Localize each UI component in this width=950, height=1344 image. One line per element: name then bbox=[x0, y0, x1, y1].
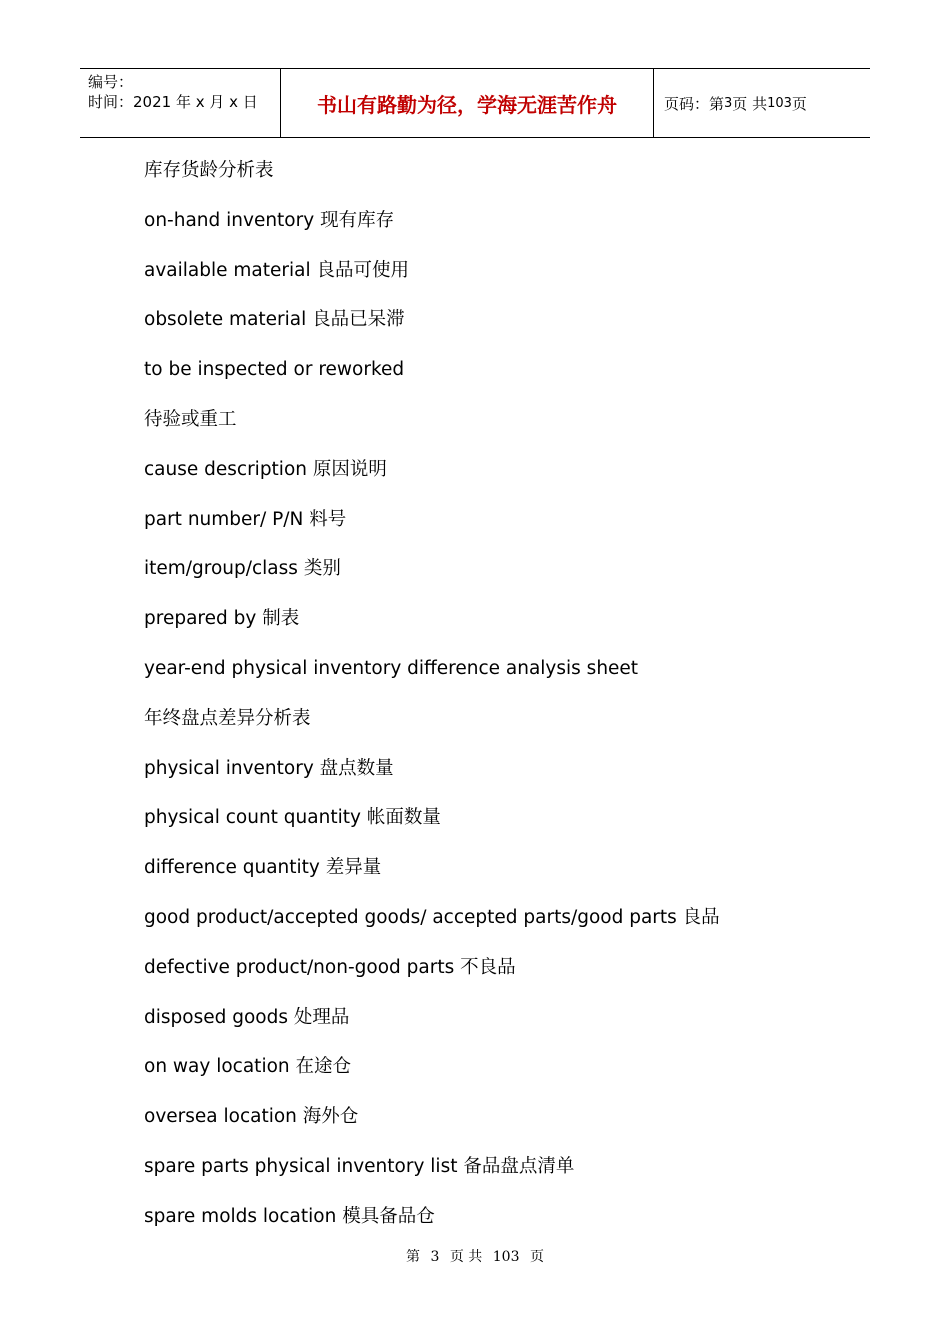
glossary-entry bbox=[144, 255, 864, 305]
header-meta bbox=[80, 69, 281, 137]
glossary-entry bbox=[144, 553, 864, 603]
glossary-entry bbox=[144, 1151, 864, 1201]
footer-prefix: 第 bbox=[406, 1249, 421, 1265]
entry-chinese: 库存货龄分析表 bbox=[144, 160, 274, 181]
entry-chinese: 良品可使用 bbox=[316, 259, 409, 281]
entry-chinese: 模具备品仓 bbox=[342, 1205, 435, 1227]
entry-english: on way location bbox=[144, 1056, 296, 1078]
entry-english: difference quantity bbox=[144, 857, 326, 879]
header-page-current: 3 bbox=[724, 95, 733, 111]
entry-chinese: 年终盘点差异分析表 bbox=[144, 707, 311, 729]
page-footer bbox=[0, 1246, 950, 1266]
entry-english: spare molds location bbox=[144, 1205, 343, 1227]
entry-english: part number/ P/N bbox=[144, 508, 310, 530]
entry-chinese: 现有库存 bbox=[320, 209, 395, 231]
glossary-entry bbox=[144, 454, 864, 504]
entry-chinese: 良品已呆滞 bbox=[312, 309, 405, 331]
entry-chinese: 在途仓 bbox=[295, 1056, 352, 1078]
entry-chinese: 待验或重工 bbox=[144, 408, 237, 430]
entry-english: prepared by bbox=[144, 608, 263, 630]
entry-english: physical count quantity bbox=[144, 807, 367, 829]
entry-chinese: 良品 bbox=[682, 906, 720, 928]
entry-chinese: 类别 bbox=[303, 558, 341, 580]
entry-english: disposed goods bbox=[144, 1006, 294, 1028]
header-page-info bbox=[654, 69, 870, 137]
entry-english: year-end physical inventory difference analysis sheet bbox=[144, 657, 639, 679]
entry-chinese: 料号 bbox=[309, 508, 347, 530]
entry-chinese: 原因说明 bbox=[312, 458, 387, 480]
glossary-entry bbox=[144, 753, 864, 803]
header-page-suffix: 页 bbox=[791, 94, 807, 113]
document-time-label: 时间：2021 年 x 月 x 日 bbox=[88, 93, 258, 111]
entry-chinese: 处理品 bbox=[293, 1006, 350, 1028]
entry-english: cause description bbox=[144, 458, 313, 480]
entry-chinese: 备品盘点清单 bbox=[463, 1155, 575, 1177]
entry-chinese: 盘点数量 bbox=[319, 757, 394, 779]
glossary-entry bbox=[144, 205, 864, 255]
glossary-entry bbox=[144, 1002, 864, 1052]
glossary-entry bbox=[144, 404, 864, 454]
glossary-entry bbox=[144, 1101, 864, 1151]
entry-english: physical inventory bbox=[144, 757, 320, 779]
glossary-entry bbox=[144, 802, 864, 852]
document-number-label: 编号： bbox=[88, 73, 134, 91]
entry-english: good product/accepted goods/ accepted parts/good parts bbox=[144, 906, 683, 928]
entry-chinese: 制表 bbox=[262, 608, 300, 630]
entry-english: item/group/class bbox=[144, 558, 304, 580]
glossary-entry bbox=[144, 603, 864, 653]
header-page-total: 103 bbox=[767, 95, 792, 111]
entry-english: obsolete material bbox=[144, 309, 313, 331]
glossary-entry bbox=[144, 902, 864, 952]
entry-english: available material bbox=[144, 259, 317, 281]
glossary-entry bbox=[144, 354, 864, 404]
footer-page-current: 3 bbox=[430, 1249, 440, 1265]
glossary-entry bbox=[144, 653, 864, 703]
entry-english: to be inspected or reworked bbox=[144, 359, 405, 381]
glossary-entry bbox=[144, 504, 864, 554]
page-header bbox=[80, 68, 870, 138]
entry-english: oversea location bbox=[144, 1106, 303, 1128]
footer-mid: 页 共 bbox=[449, 1249, 483, 1265]
glossary-entry bbox=[144, 1051, 864, 1101]
entry-english: on-hand inventory bbox=[144, 209, 321, 231]
entry-chinese: 海外仓 bbox=[302, 1106, 359, 1128]
footer-page-total: 103 bbox=[492, 1249, 520, 1265]
glossary-entry bbox=[144, 155, 864, 205]
entry-english: defective product/non-good parts bbox=[144, 956, 461, 978]
entry-chinese: 差异量 bbox=[325, 857, 382, 879]
header-motto: 书山有路勤为径，学海无涯苦作舟 bbox=[281, 69, 654, 137]
entry-chinese: 帐面数量 bbox=[366, 807, 441, 829]
glossary-entry bbox=[144, 952, 864, 1002]
glossary-entry bbox=[144, 703, 864, 753]
glossary-entry bbox=[144, 1201, 864, 1251]
header-page-mid: 页 共 bbox=[732, 94, 768, 113]
header-page-prefix: 页码：第 bbox=[664, 94, 725, 113]
entry-chinese: 不良品 bbox=[460, 956, 516, 978]
entry-english: spare parts physical inventory list bbox=[144, 1155, 464, 1177]
glossary-entry bbox=[144, 304, 864, 354]
glossary-entry bbox=[144, 852, 864, 902]
glossary-list bbox=[144, 155, 864, 1251]
footer-suffix: 页 bbox=[529, 1249, 544, 1265]
